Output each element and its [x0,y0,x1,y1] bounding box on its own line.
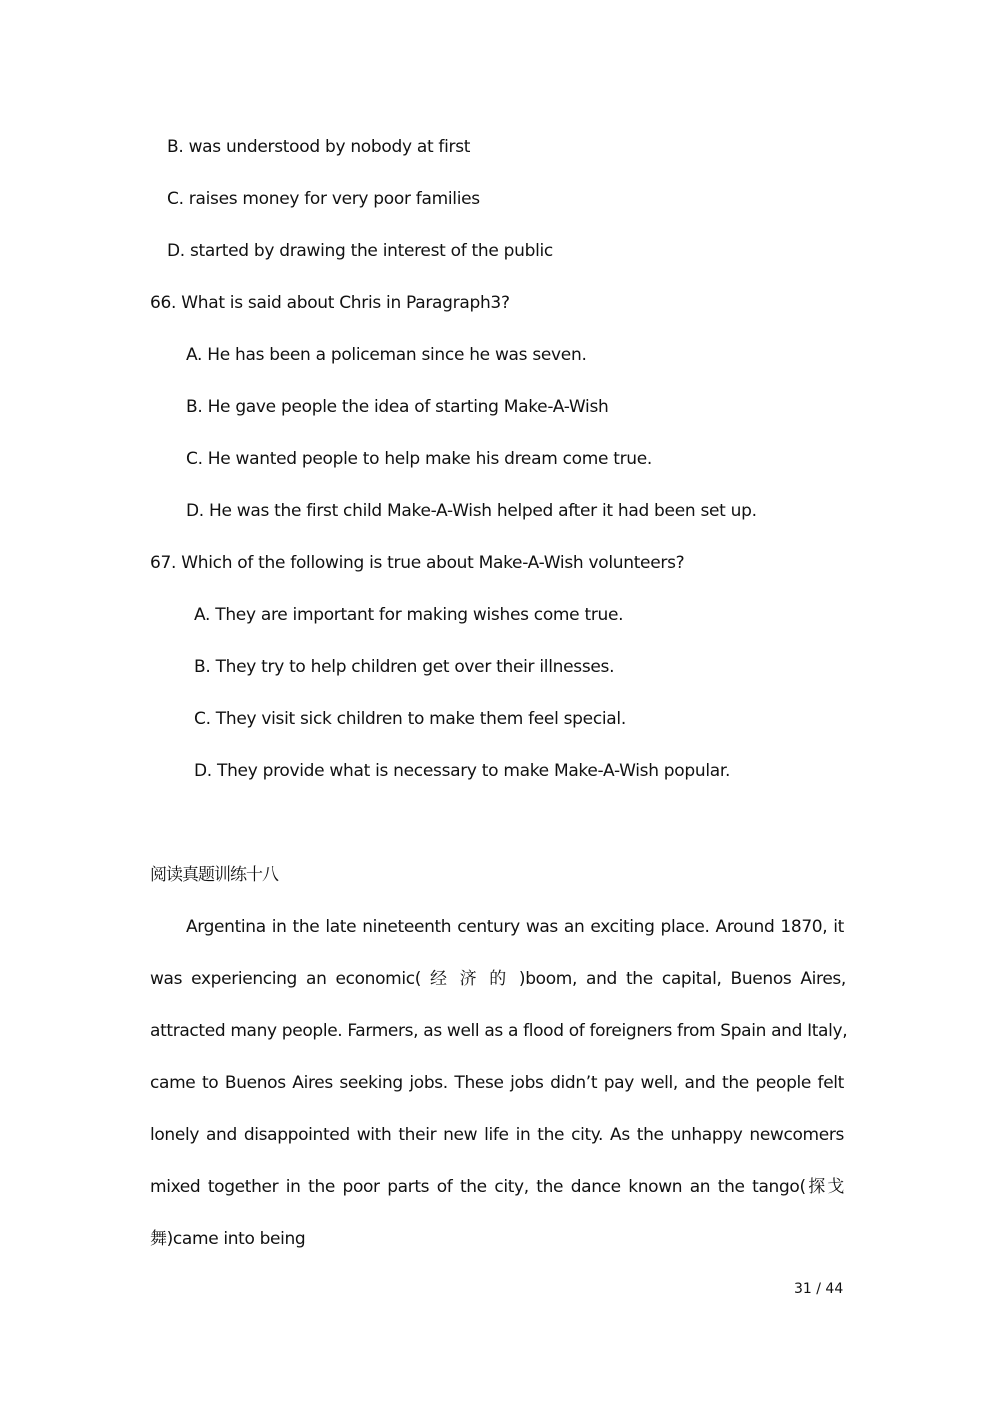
q66-option-a: A. He has been a policeman since he was seven. [186,345,587,365]
q66-option-b: B. He gave people the idea of starting Make-A-Wish [186,397,609,417]
passage-line: mixed together in the poor parts of the city, the dance known an the tango(探戈 [150,1177,844,1197]
passage-line: was experiencing an economic( 经 济 的 )boom, and the capital, Buenos Aires, [150,969,846,989]
q67-option-d: D. They provide what is necessary to make Make-A-Wish popular. [194,761,731,781]
passage-line: 舞)came into being [150,1229,306,1249]
passage-line: lonely and disappointed with their new life in the city. As the unhappy newcomers [150,1125,844,1145]
q66-option-d: D. He was the first child Make-A-Wish helped after it had been set up. [186,501,757,521]
q66-option-c: C. He wanted people to help make his dream come true. [186,449,653,469]
q67-option-a: A. They are important for making wishes come true. [194,605,624,625]
q67-option-b: B. They try to help children get over their illnesses. [194,657,615,677]
passage-line: Argentina in the late nineteenth century was an exciting place. Around 1870, it [186,917,844,937]
q67-question: 67. Which of the following is true about Make-A-Wish volunteers? [150,553,685,573]
q67-option-c: C. They visit sick children to make them feel special. [194,709,626,729]
q66-question: 66. What is said about Chris in Paragraph3? [150,293,510,313]
q65-option-c: C. raises money for very poor families [167,189,480,209]
section-title: 阅读真题训练十八 [150,865,278,885]
passage-line: came to Buenos Aires seeking jobs. These jobs didn’t pay well, and the people felt [150,1073,844,1093]
q65-option-d: D. started by drawing the interest of the public [167,241,553,261]
passage-line: attracted many people. Farmers, as well as a flood of foreigners from Spain and Italy, [150,1021,848,1041]
q65-option-b: B. was understood by nobody at first [167,137,471,157]
page-number: 31 / 44 [794,1281,844,1297]
